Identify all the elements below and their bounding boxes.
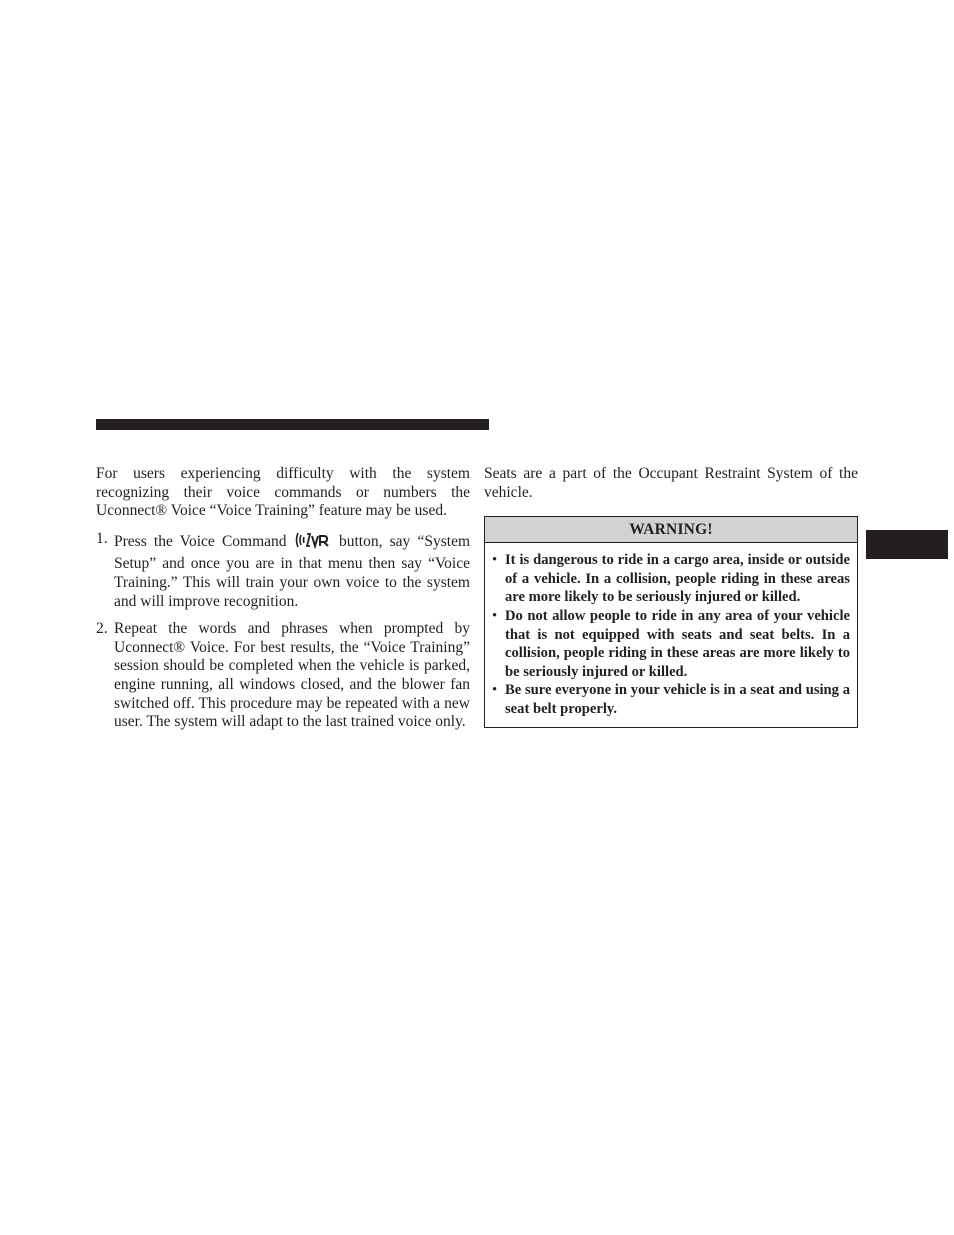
step-item bbox=[96, 620, 470, 732]
step-text: Repeat the words and phrases when prompted by Uconnect® Voice. For best results, the “Voice Training” session should be completed when the vehicle is parked, engine running, all windows closed, and the blower fan switched off. This procedure may be repeated with a new user. The system will adapt to the last trained voice only. bbox=[114, 620, 470, 731]
step-number: 2. bbox=[96, 620, 108, 638]
warning-item-text: Be sure everyone in your vehicle is in a seat and using a seat belt properly. bbox=[505, 682, 850, 717]
voice-training-intro: For users experiencing difficulty with the system recognizing their voice commands or numbers the Uconnect® Voice “Voice Training” feature may be used. bbox=[96, 465, 470, 520]
seats-intro: Seats are a part of the Occupant Restraint System of the vehicle. bbox=[484, 465, 858, 501]
voice-command-vr-icon bbox=[295, 530, 331, 556]
warning-list bbox=[485, 543, 857, 726]
warning-item bbox=[492, 607, 850, 681]
right-column bbox=[484, 465, 858, 728]
chapter-tab-marker bbox=[866, 530, 948, 559]
step-text-after-icon: button, say “System Setup” and once you are in that menu then say “Voice Training.” This will train your own voice to the system and will improve recognition. bbox=[114, 532, 471, 610]
voice-training-steps bbox=[96, 530, 470, 732]
step-number: 1. bbox=[96, 529, 108, 547]
warning-title: WARNING! bbox=[485, 517, 857, 543]
warning-item bbox=[492, 551, 850, 607]
step-item bbox=[96, 530, 470, 611]
bullet-icon: • bbox=[492, 607, 498, 624]
section-header-rule bbox=[96, 419, 489, 430]
warning-item-text: Do not allow people to ride in any area of your vehicle that is not equipped with seats and seat belts. In a collision, people riding in these areas are more likely to be seriously injured or killed. bbox=[505, 607, 850, 680]
warning-box bbox=[484, 516, 858, 727]
warning-item bbox=[492, 681, 850, 718]
left-column bbox=[96, 465, 470, 732]
bullet-icon: • bbox=[492, 552, 498, 569]
step-text-before-icon: Press the Voice Command bbox=[114, 532, 287, 550]
warning-item-text: It is dangerous to ride in a cargo area, inside or outside of a vehicle. In a collision, people riding in these areas are more likely to be seriously injured or killed. bbox=[505, 552, 850, 606]
bullet-icon: • bbox=[492, 682, 498, 699]
